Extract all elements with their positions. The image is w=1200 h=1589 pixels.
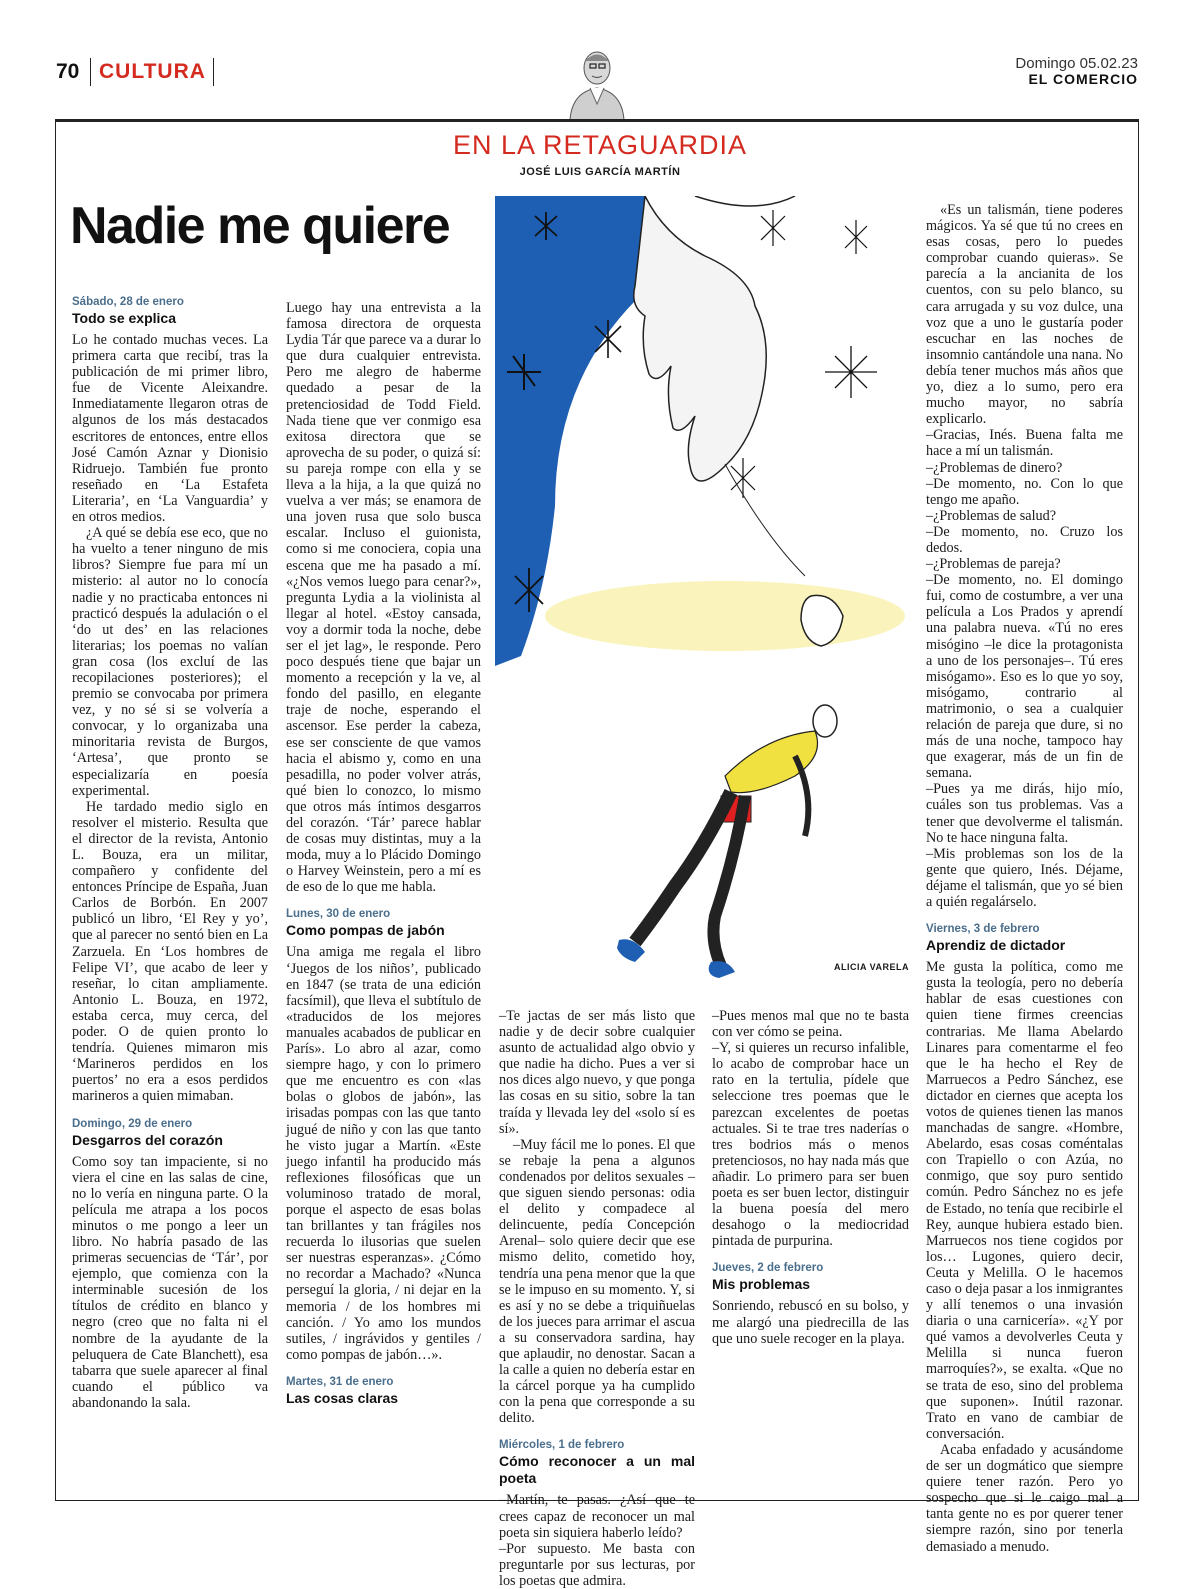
spacer <box>499 1426 695 1438</box>
dialogue-line: –De momento, no. El domingo fui, como de costumbre, a ver una película a Los Prados y aprendí una palabra nueva. «Tú no eres misógino –le dice la protagonista a uno de los personajes–. Tú eres misógamo». Eso es lo que yo soy, misógamo, contrario al matrimonio, o sea a cualquier relación de pareja que dure, si no más de una noche, tampoco hay que exagerar, más de un fin de semana. <box>926 572 1123 782</box>
entry-title: Las cosas claras <box>286 1389 399 1406</box>
dialogue-line: –¿Problemas de salud? <box>926 507 1057 524</box>
dialogue-line: –Y, si quieres un recurso infalible, lo acabo de comprobar hace un rato en la tertulia, pídele que seleccione tres poemas que le parezcan excelentes de poetas actuales. Si te trae tres naderías o tres bodrios más o menos pretenciosos, no hay nada más que añadir. Lo primero para ser buen poeta es ser buen lector, distinguir la buena poesía del mero desahogo o la mediocridad pintada de purpurina. <box>712 1040 909 1250</box>
page-header <box>0 0 1200 125</box>
header-divider <box>213 58 214 86</box>
text-column-1 <box>72 295 268 1411</box>
spacer <box>286 1363 481 1375</box>
paragraph: Lo he contado muchas veces. La primera carta que recibí, tras la publicación de mi primer libro, fue de Vicente Aleixandre. Inmediatamente llegaron otras de algunos de los más destacados escritores de entonces, entre ellos José Camón Aznar y Dionisio Ridruejo. También fue pronto reseñado en ‘La Estafeta Literaria’, en ‘La Vanguardia’ y en otros medios. <box>72 332 268 526</box>
column-kicker: EN LA RETAGUARDIA <box>452 130 748 160</box>
dialogue-line: –De momento, no. Con lo que tengo me apaño. <box>926 475 1123 508</box>
entry-date: Viernes, 3 de febrero <box>926 923 1040 936</box>
dialogue-line: –¿Problemas de dinero? <box>926 459 1063 476</box>
paragraph: Acaba enfadado y acusándome de ser un dogmático que siempre quiere tener razón. Pero yo sospecho que si le caigo mal a tanta gente no es por querer tener siempre razón, sino por tenerla demasiado a menudo. <box>926 1441 1123 1555</box>
text-column-3 <box>499 1008 695 1589</box>
dialogue-line: –¿Problemas de pareja? <box>926 556 1061 573</box>
paragraph: «Es un talismán, tiene poderes mágicos. Ya sé que tú no crees en esas cosas, pero lo puedes comprobar cuando quieras». Se parecía a la ancianita de los cuentos, con su pelo blanco, su cara arrugada y su voz dulce, una voz que a uno le gustaría poder escuchar en las noches de insomnio cantándole una nana. No debía tener muchos más años que yo, diez a lo sumo, pero era mucho mayor, no sabría explicarlo. <box>926 202 1123 428</box>
byline: JOSÉ LUIS GARCÍA MARTÍN <box>519 166 681 178</box>
section-name[interactable]: CULTURA <box>99 60 206 83</box>
dialogue-line: –Por supuesto. Me basta con preguntarle por sus lecturas, por los poetas que admira. <box>499 1540 695 1589</box>
illustration-credit: ALICIA VARELA <box>834 962 909 972</box>
paragraph: Como soy tan impaciente, si no viera el cine en las salas de cine, no lo vería en ninguna parte. O la película me atrapa a los pocos minutos o me pongo a leer un libro. No habría pasado de las primeras secuencias de ‘Tár’, por ejemplo, que comienza con la interminable sucesión de los títulos de crédito en blanco y negro (creo que no falta ni el nombre de la ayudante de la peluquera de Cate Blanchett), esa tabarra que suele aparecer al final cuando el público va abandonando la sala. <box>72 1153 268 1411</box>
spacer <box>72 1105 268 1117</box>
entry-title: Cómo reconocer a un mal poeta <box>499 1453 695 1487</box>
dialogue-line: –Pues menos mal que no te basta con ver cómo se peina. <box>712 1008 909 1041</box>
header-divider <box>90 58 91 86</box>
text-column-5 <box>926 202 1123 1555</box>
issue-date: Domingo 05.02.23 <box>1015 55 1138 72</box>
entry-title: Todo se explica <box>72 310 176 326</box>
entry-title: Aprendiz de dictador <box>926 937 1066 954</box>
author-portrait-icon <box>566 44 628 120</box>
paragraph: Una amiga me regala el libro ‘Juegos de los niños’, publicado en 1847 (se trata de una edición facsímil), que lleva el subtítulo de «traducidos de los mejores manuales acabados de publicar en París». Lo abro al azar, como siempre hago, y con lo primero que me encuentro es con «las bolas o globos de jabón», las irisadas pompas con las que tanto jugué de niño y con las que tanto he visto jugar a Martín. «Este juego infantil ha producido más reflexiones filosóficas que un voluminoso tratado de moral, porque el aspecto de esas bolas tan brillantes y tan frágiles nos recuerda lo ilusorias que suelen ser nuestras esperanzas». ¿Cómo no recordar a Machado? «Nunca perseguí la gloria, / ni dejar en la memoria / de los hombres mi canción. / Yo amo los mundos sutiles, / ingrávidos y gentiles / como pompas de jabón…». <box>286 944 481 1363</box>
paragraph: He tardado medio siglo en resolver el misterio. Resulta que el director de la revista, Antonio L. Bouza, era un militar, compañero y confidente del entonces Príncipe de España, Juan Carlos de Borbón. En 2007 publicó un libro, ‘El Rey y yo’, que al parecer no sentó bien en La Zarzuela. En ‘Los hombres de Felipe VI’, que acabo de leer y reseñar, lo citan ampliamente. Antonio L. Bouza, en 1972, estaba cerca, muy cerca, del poder. O de quien pronto lo tendría. Quienes mimaron mis ‘Marineros perdidos en los puertos’ no era a esos perdidos marineros a quien mimaban. <box>72 798 268 1105</box>
paragraph: –Muy fácil me lo pones. El que se rebaje la pena a algunos condenados por delitos sexuales –que siguen siendo personas: odia el delito y compadece al delincuente, pedía Concepción Arenal– solo quiere decir que ese mismo delito, cometido hoy, tendría una pena menor que la que se le impuso en su momento. Y, si es así y no se debe a triquiñuelas de los jueces para arrimar el ascua a su conservadora sardina, hay que aplaudir, no denostar. Sacan a la calle a quien no debería estar en la cárcel porque ya ha cumplido con la pena que corresponde a su delito. <box>499 1136 695 1427</box>
paragraph: –Te jactas de ser más listo que nadie y de decir sobre cualquier asunto de actualidad algo obvio y que nadie ha dicho. Pues a ver si nos dices algo nuevo, y que ponga las cosas en su sitio, sobre la tan traída y llevada ley del «solo sí es sí». <box>499 1008 695 1137</box>
paragraph: Me gusta la política, como me gusta la teología, pero no debería hablar de esas cuestiones con quien tiene firmes creencias contrarias. Me llama Abelardo Linares para comentarme el feo que le ha hecho el Rey de Marruecos a Pedro Sánchez, ese dictador en ciernes que acepta los votos de quienes tienen las manos manchadas de sangre. «Hombre, Abelardo, esas cosas coméntalas con Trapiello o con Azúa, no conmigo, que soy puro sentido común. Pedro Sánchez no es jefe de Estado, no tenía que recibirle el Rey, aunque hubiera estado bien. Marruecos nos tiene cogidos por los… Lugones, quiero decir, Ceuta y Melilla. O le hacemos caso o deja pasar a los inmigrantes y allí tenemos o una invasión diaria o una carnicería». «¿Y por qué vamos a devolverles Ceuta y Melilla si nunca fueron marroquíes?», se exalta. «Que no se trata de eso, sino del problema que suponen». Inútil razonar. Trato en vano de cambiar de conversación. <box>926 959 1123 1442</box>
entry-date: Martes, 31 de enero <box>286 1375 394 1388</box>
editorial-illustration <box>495 196 912 980</box>
entry-title: Mis problemas <box>712 1276 811 1293</box>
text-column-4 <box>712 1008 909 1347</box>
spacer <box>286 895 481 907</box>
dialogue-line: –Martín, te pasas. ¿Así que te crees capaz de reconocer un mal poeta sin siquiera haberlo leído? <box>499 1492 695 1541</box>
entry-title: Desgarros del corazón <box>72 1131 223 1148</box>
paragraph: ¿A qué se debía ese eco, que no ha vuelto a tener ninguno de mis libros? Siempre fue para mí un misterio: al autor no lo conocía nadie y no practicaba entonces ni practicó después la adulación o el ‘do ut des’ en las relaciones literarias; los poemas no valían gran cosa (los excluí de las recopilaciones posteriores); el premio se convocaba por primera vez, y no sé si se volvería a convocar, y lo organizaba una minoritaria revista de Burgos, ‘Artesa’, que pronto se especializaría en poesía experimental. <box>72 525 268 799</box>
paragraph: Sonriendo, rebuscó en su bolso, y me alargó una piedrecilla de las que uno suele recoger en la playa. <box>712 1298 909 1347</box>
page-number: 70 <box>56 60 80 83</box>
dialogue-line: –De momento, no. Cruzo los dedos. <box>926 523 1123 556</box>
text-column-2 <box>286 300 481 1412</box>
entry-date: Lunes, 30 de enero <box>286 908 391 921</box>
dialogue-line: –Mis problemas son los de la gente que quiero, Inés. Déjame, déjame el talismán, que yo sé bien a quién regalárselo. <box>926 845 1123 911</box>
entry-date: Sábado, 28 de enero <box>72 296 184 308</box>
paragraph: Luego hay una entrevista a la famosa directora de orquesta Lydia Tár que parece va a durar lo que dura cualquier entrevista. Pero me alegro de haberme quedado a pesar de la pretenciosidad de Todd Field. Nada tiene que ver conmigo esa exitosa directora que se aprovecha de su poder, o quizá sí: su pareja rompe con ella y se lleva a la hija, a la que quizá no vuelva a ver más; se enamora de una joven rusa que solo busca escalar. Incluso el guionista, como si me conociera, copia una escena que me ha pasado a mí. «¿Nos vemos luego para cenar?», pregunta Lydia a la violinista al llegar al hotel. «Estoy cansada, voy a dormir toda la noche, debe ser el jet lag», le responde. Pero poco después tiene que bajar un momento a recepción y la ve, al fondo del pasillo, en elegante traje de noche, esperando el ascensor. Ese perder la cabeza, ese ser consciente de que vamos hacia el abismo y, como en una pesadilla, no poder volver atrás, qué bien lo conozco, lo mismo que otros más íntimos desgarros del corazón. ‘Tár’ parece hablar de cosas muy distintas, muy a la moda, muy a lo Plácido Domingo o Harvey Weinstein, pero a mí es de eso de lo que me habla. <box>286 300 481 896</box>
entry-date: Domingo, 29 de enero <box>72 1117 193 1130</box>
dialogue-line: –Gracias, Inés. Buena falta me hace a mí un talismán. <box>926 427 1123 460</box>
newspaper-name: EL COMERCIO <box>1028 71 1138 87</box>
entry-date: Miércoles, 1 de febrero <box>499 1439 625 1452</box>
spacer <box>712 1249 909 1261</box>
entry-date: Jueves, 2 de febrero <box>712 1262 824 1275</box>
yellow-glow <box>545 581 905 651</box>
man-head <box>813 705 837 737</box>
headline: Nadie me quiere <box>70 197 450 255</box>
spacer <box>926 910 1123 922</box>
entry-title: Como pompas de jabón <box>286 922 445 939</box>
dialogue-line: –Pues ya me dirás, hijo mío, cuáles son tus problemas. Vas a tener que devolverme el talismán. No te hace ninguna falta. <box>926 781 1123 846</box>
